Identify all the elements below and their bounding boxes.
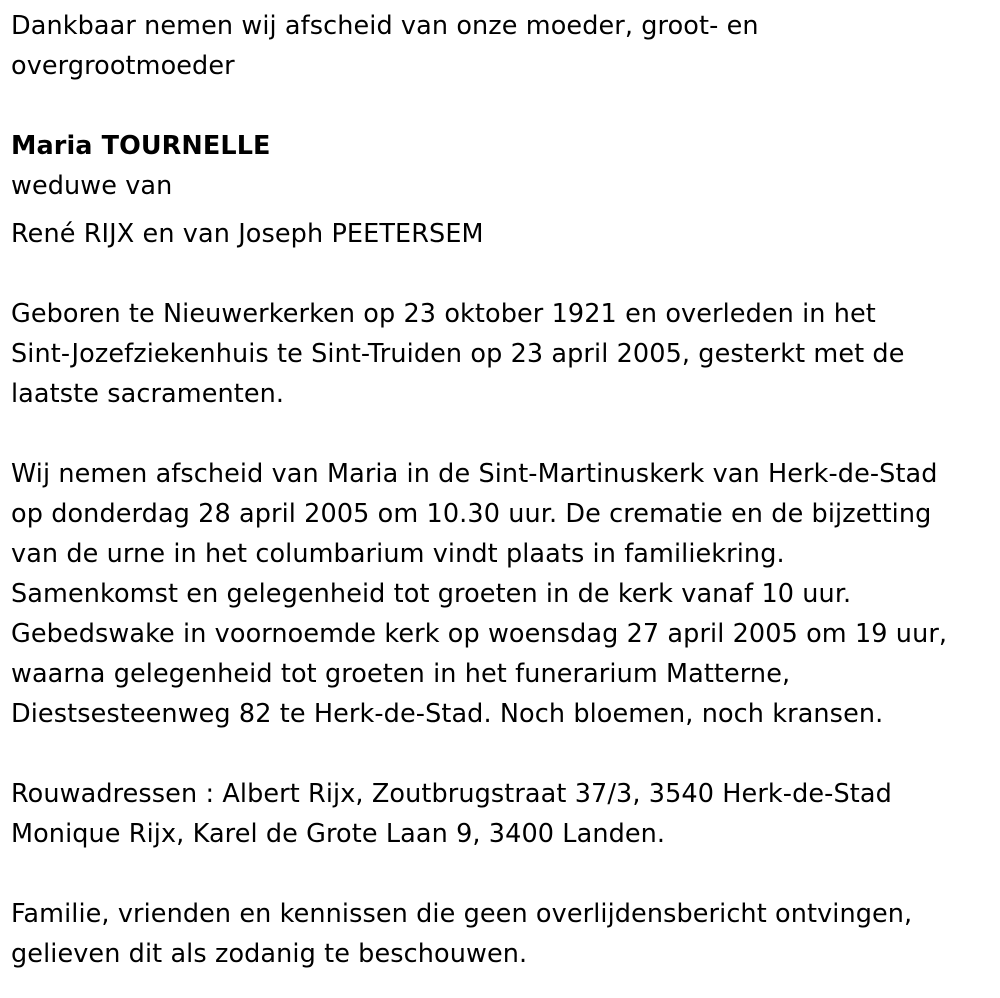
ceremony-line-4: Samenkomst en gelegenheid tot groeten in de kerk vanaf 10 uur.	[11, 579, 852, 609]
ceremony-line-7: Diestsesteenweg 82 te Herk-de-Stad. Noch bloemen, noch kransen.	[11, 699, 884, 729]
deceased-name: Maria TOURNELLE	[11, 131, 271, 161]
birth-death-line-3: laatste sacramenten.	[11, 379, 285, 409]
closing-paragraph	[11, 894, 1000, 974]
birth-death-line-1: Geboren te Nieuwerkerken op 23 oktober 1921 en overleden in het	[11, 299, 876, 329]
address-line-2: Monique Rijx, Karel de Grote Laan 9, 3400 Landen.	[11, 819, 666, 849]
intro-line-1: Dankbaar nemen wij afscheid van onze moeder, groot- en	[11, 11, 759, 41]
address-line-1: Rouwadressen : Albert Rijx, Zoutbrugstraat 37/3, 3540 Herk-de-Stad	[11, 779, 892, 809]
ceremony-line-6: waarna gelegenheid tot groeten in het funerarium Matterne,	[11, 659, 791, 689]
intro-paragraph	[11, 6, 1000, 86]
closing-line-1: Familie, vrienden en kennissen die geen overlijdensbericht ontvingen,	[11, 899, 913, 929]
ceremony-paragraph	[11, 454, 1000, 734]
ceremony-line-3: van de urne in het columbarium vindt plaats in familiekring.	[11, 539, 785, 569]
spouses-line: René RIJX en van Joseph PEETERSEM	[11, 219, 484, 249]
birth-death-line-2: Sint-Jozefziekenhuis te Sint-Truiden op 23 april 2005, gesterkt met de	[11, 339, 905, 369]
ceremony-line-1: Wij nemen afscheid van Maria in de Sint-Martinuskerk van Herk-de-Stad	[11, 459, 938, 489]
birth-death-paragraph	[11, 294, 1000, 414]
deceased-block	[11, 126, 1000, 254]
closing-line-2: gelieven dit als zodanig te beschouwen.	[11, 939, 528, 969]
ceremony-line-2: op donderdag 28 april 2005 om 10.30 uur. De crematie en de bijzetting	[11, 499, 932, 529]
ceremony-line-5: Gebedswake in voornoemde kerk op woensdag 27 april 2005 om 19 uur,	[11, 619, 948, 649]
addresses-paragraph	[11, 774, 1000, 854]
intro-line-2: overgrootmoeder	[11, 51, 235, 81]
widow-label: weduwe van	[11, 171, 173, 201]
